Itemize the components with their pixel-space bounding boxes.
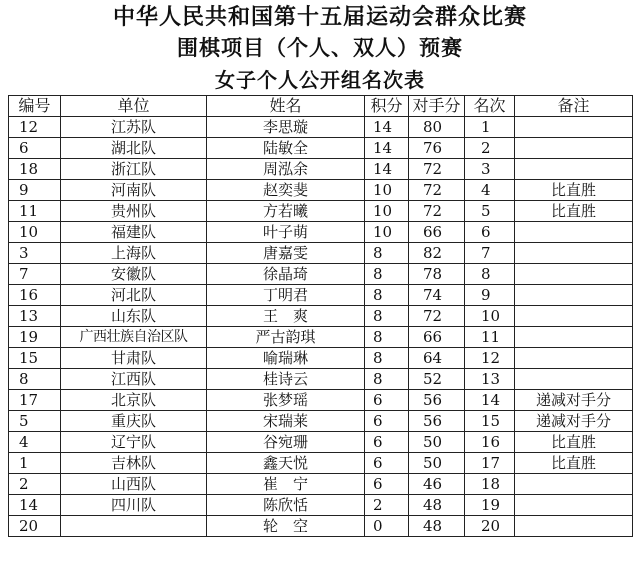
- cell-score: 8: [365, 285, 409, 306]
- cell-opponent-score: 66: [409, 222, 465, 243]
- cell-rank: 10: [465, 306, 515, 327]
- cell-id: 13: [9, 306, 61, 327]
- cell-opponent-score: 48: [409, 495, 465, 516]
- cell-team: 广西壮族自治区队: [61, 327, 207, 348]
- cell-note: 递减对手分: [515, 411, 633, 432]
- cell-note: 比直胜: [515, 180, 633, 201]
- cell-note: [515, 348, 633, 369]
- cell-team: 江苏队: [61, 117, 207, 138]
- cell-note: [515, 117, 633, 138]
- cell-opponent-score: 46: [409, 474, 465, 495]
- table-row: [9, 306, 633, 327]
- cell-name: 周泓余: [207, 159, 365, 180]
- cell-note: [515, 222, 633, 243]
- cell-team: 山西队: [61, 474, 207, 495]
- table-row: [9, 264, 633, 285]
- cell-name: 桂诗云: [207, 369, 365, 390]
- cell-opponent-score: 74: [409, 285, 465, 306]
- cell-score: 14: [365, 138, 409, 159]
- cell-id: 17: [9, 390, 61, 411]
- cell-score: 10: [365, 180, 409, 201]
- cell-id: 12: [9, 117, 61, 138]
- cell-opponent-score: 56: [409, 411, 465, 432]
- table-title: 女子个人公开组名次表: [215, 68, 425, 92]
- cell-score: 10: [365, 201, 409, 222]
- table-row: [9, 411, 633, 432]
- cell-score: 6: [365, 411, 409, 432]
- ranking-table: [8, 95, 633, 537]
- cell-team: 辽宁队: [61, 432, 207, 453]
- cell-id: 3: [9, 243, 61, 264]
- cell-id: 15: [9, 348, 61, 369]
- cell-rank: 16: [465, 432, 515, 453]
- table-body: [9, 117, 633, 537]
- cell-score: 6: [365, 474, 409, 495]
- cell-name: 徐晶琦: [207, 264, 365, 285]
- table-row: [9, 201, 633, 222]
- cell-score: 8: [365, 369, 409, 390]
- cell-opponent-score: 76: [409, 138, 465, 159]
- cell-team: 浙江队: [61, 159, 207, 180]
- cell-team: 贵州队: [61, 201, 207, 222]
- cell-opponent-score: 48: [409, 516, 465, 537]
- cell-opponent-score: 50: [409, 453, 465, 474]
- table-row: [9, 348, 633, 369]
- header-team: 单位: [61, 96, 207, 117]
- cell-team: [61, 516, 207, 537]
- cell-rank: 11: [465, 327, 515, 348]
- table-row: [9, 327, 633, 348]
- cell-rank: 15: [465, 411, 515, 432]
- cell-id: 6: [9, 138, 61, 159]
- cell-name: 丁明君: [207, 285, 365, 306]
- header-name: 姓名: [207, 96, 365, 117]
- cell-note: [515, 474, 633, 495]
- cell-rank: 17: [465, 453, 515, 474]
- cell-note: 比直胜: [515, 453, 633, 474]
- cell-name: 李思璇: [207, 117, 365, 138]
- cell-rank: 4: [465, 180, 515, 201]
- table-row: [9, 180, 633, 201]
- cell-note: 递减对手分: [515, 390, 633, 411]
- cell-score: 14: [365, 117, 409, 138]
- table-row: [9, 453, 633, 474]
- cell-name: 陆敏全: [207, 138, 365, 159]
- table-row: [9, 285, 633, 306]
- cell-id: 18: [9, 159, 61, 180]
- cell-id: 5: [9, 411, 61, 432]
- cell-team: 甘肃队: [61, 348, 207, 369]
- table-row: [9, 222, 633, 243]
- cell-score: 8: [365, 306, 409, 327]
- cell-rank: 7: [465, 243, 515, 264]
- cell-opponent-score: 66: [409, 327, 465, 348]
- cell-note: [515, 285, 633, 306]
- table-row: [9, 159, 633, 180]
- cell-rank: 12: [465, 348, 515, 369]
- header-id: 编号: [9, 96, 61, 117]
- cell-note: [515, 495, 633, 516]
- table-row: [9, 369, 633, 390]
- cell-note: [515, 243, 633, 264]
- cell-rank: 9: [465, 285, 515, 306]
- cell-team: 北京队: [61, 390, 207, 411]
- cell-team: 江西队: [61, 369, 207, 390]
- cell-name: 陈欣恬: [207, 495, 365, 516]
- cell-id: 20: [9, 516, 61, 537]
- cell-note: [515, 306, 633, 327]
- cell-note: [515, 159, 633, 180]
- cell-team: 安徽队: [61, 264, 207, 285]
- cell-score: 0: [365, 516, 409, 537]
- cell-id: 19: [9, 327, 61, 348]
- table-row: [9, 390, 633, 411]
- header-opponent-score: 对手分: [409, 96, 465, 117]
- cell-opponent-score: 50: [409, 432, 465, 453]
- header-rank: 名次: [465, 96, 515, 117]
- cell-id: 4: [9, 432, 61, 453]
- cell-note: [515, 369, 633, 390]
- cell-id: 16: [9, 285, 61, 306]
- cell-id: 11: [9, 201, 61, 222]
- cell-score: 8: [365, 348, 409, 369]
- cell-name: 赵奕斐: [207, 180, 365, 201]
- table-row: [9, 516, 633, 537]
- cell-score: 10: [365, 222, 409, 243]
- cell-name: 张梦瑶: [207, 390, 365, 411]
- document-subtitle: 围棋项目（个人、双人）预赛: [177, 36, 463, 60]
- cell-name: 轮 空: [207, 516, 365, 537]
- cell-opponent-score: 72: [409, 201, 465, 222]
- cell-score: 14: [365, 159, 409, 180]
- cell-name: 宋瑞莱: [207, 411, 365, 432]
- cell-team: 重庆队: [61, 411, 207, 432]
- cell-id: 1: [9, 453, 61, 474]
- cell-name: 方若曦: [207, 201, 365, 222]
- cell-rank: 20: [465, 516, 515, 537]
- header-note: 备注: [515, 96, 633, 117]
- cell-score: 6: [365, 390, 409, 411]
- cell-opponent-score: 78: [409, 264, 465, 285]
- cell-score: 8: [365, 327, 409, 348]
- cell-opponent-score: 72: [409, 180, 465, 201]
- cell-rank: 2: [465, 138, 515, 159]
- table-row: [9, 138, 633, 159]
- cell-rank: 18: [465, 474, 515, 495]
- cell-opponent-score: 72: [409, 159, 465, 180]
- cell-note: 比直胜: [515, 432, 633, 453]
- table-row: [9, 474, 633, 495]
- cell-rank: 8: [465, 264, 515, 285]
- cell-note: [515, 264, 633, 285]
- table-row: [9, 117, 633, 138]
- cell-team: 吉林队: [61, 453, 207, 474]
- cell-rank: 1: [465, 117, 515, 138]
- cell-team: 河南队: [61, 180, 207, 201]
- cell-opponent-score: 82: [409, 243, 465, 264]
- cell-id: 7: [9, 264, 61, 285]
- cell-opponent-score: 52: [409, 369, 465, 390]
- document-title: 中华人民共和国第十五届运动会群众比赛: [112, 5, 527, 30]
- cell-rank: 14: [465, 390, 515, 411]
- cell-note: [515, 516, 633, 537]
- cell-name: 唐嘉雯: [207, 243, 365, 264]
- cell-rank: 6: [465, 222, 515, 243]
- cell-team: 四川队: [61, 495, 207, 516]
- table-row: [9, 243, 633, 264]
- table-row: [9, 432, 633, 453]
- cell-id: 14: [9, 495, 61, 516]
- cell-note: [515, 138, 633, 159]
- cell-score: 6: [365, 432, 409, 453]
- cell-id: 8: [9, 369, 61, 390]
- cell-note: [515, 327, 633, 348]
- cell-note: 比直胜: [515, 201, 633, 222]
- cell-rank: 13: [465, 369, 515, 390]
- cell-name: 鑫天悦: [207, 453, 365, 474]
- cell-rank: 5: [465, 201, 515, 222]
- cell-name: 谷宛珊: [207, 432, 365, 453]
- cell-name: 王 爽: [207, 306, 365, 327]
- cell-rank: 19: [465, 495, 515, 516]
- cell-opponent-score: 56: [409, 390, 465, 411]
- cell-id: 9: [9, 180, 61, 201]
- cell-score: 2: [365, 495, 409, 516]
- cell-id: 10: [9, 222, 61, 243]
- cell-team: 山东队: [61, 306, 207, 327]
- table-header-row: [9, 96, 633, 117]
- cell-name: 崔 宁: [207, 474, 365, 495]
- table-row: [9, 495, 633, 516]
- cell-team: 湖北队: [61, 138, 207, 159]
- cell-rank: 3: [465, 159, 515, 180]
- header-score: 积分: [365, 96, 409, 117]
- cell-team: 上海队: [61, 243, 207, 264]
- cell-id: 2: [9, 474, 61, 495]
- cell-name: 严古韵琪: [207, 327, 365, 348]
- cell-score: 8: [365, 243, 409, 264]
- cell-score: 8: [365, 264, 409, 285]
- cell-opponent-score: 64: [409, 348, 465, 369]
- cell-opponent-score: 80: [409, 117, 465, 138]
- cell-team: 福建队: [61, 222, 207, 243]
- cell-team: 河北队: [61, 285, 207, 306]
- cell-score: 6: [365, 453, 409, 474]
- cell-name: 叶子萌: [207, 222, 365, 243]
- cell-name: 喻瑞琳: [207, 348, 365, 369]
- cell-opponent-score: 72: [409, 306, 465, 327]
